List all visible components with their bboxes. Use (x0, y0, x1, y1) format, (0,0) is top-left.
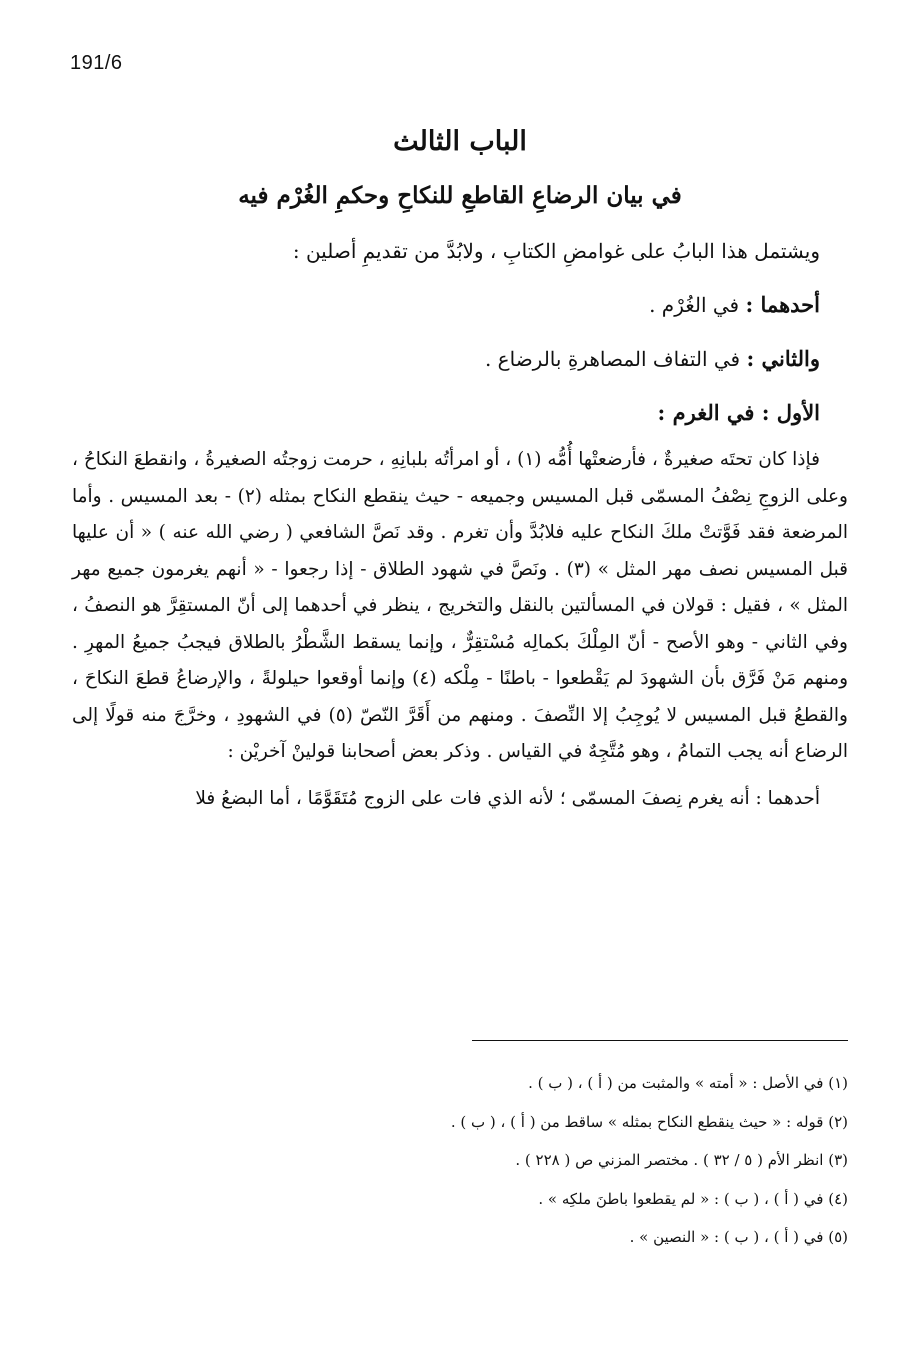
principle-second-text: في التفاف المصاهرةِ بالرضاع . (484, 347, 747, 371)
footnote-divider (472, 1040, 848, 1041)
footnote-5: (٥) في ( أ ) ، ( ب ) : « النصين » . (629, 1228, 848, 1246)
page-number: 191/6 (70, 52, 123, 74)
page-body (72, 120, 848, 817)
footnotes (72, 1064, 848, 1257)
principle-second (72, 339, 848, 379)
chapter-subtitle: في بيان الرضاعِ القاطعِ للنكاحِ وحكمِ الغُرْم فيه (238, 182, 682, 209)
principle-first-text: في الغُرْم . (649, 293, 746, 317)
footnote-2: (٢) قوله : « حيث ينقطع النكاح بمثله » ساقط من ( أ ) ، ( ب ) . (450, 1112, 848, 1131)
intro-paragraph: ويشتمل هذا البابُ على غوامضِ الكتابِ ، ولابُدَّ من تقديمِ أصلين : (292, 239, 820, 263)
principle-first-lead: أحدهما : (745, 292, 820, 317)
principle-first (72, 285, 848, 325)
principle-second-lead: والثاني : (746, 346, 820, 371)
chapter-title: الباب الثالث (393, 126, 527, 157)
footnote-1: (١) في الأصل : « أمته » والمثبت من ( أ ) ، ( ب ) . (528, 1074, 848, 1092)
body-paragraph-main: فإذا كان تحتَه صغيرةٌ ، فأرضعتْها أُمُّه (١) ، أو امرأتُه بلبانِهِ ، حرمت زوجتُه الصغيرةُ ، وانقطعَ النكاحُ ، وعلى الزوجِ نِصْفُ المسمّى قبل المسيس وجميعه - حيث ينقطع النكاح بمثله (٢) - بعد المسيس . وأما المرضعة فقد فَوَّتتْ ملكَ النكاح عليه فلابُدَّ وأن تغرم . وقد نَصَّ الشافعي ( رضي الله عنه ) « أن عليها قبل المسيس نصف مهر المثل » (٣) . ونَصَّ في شهود الطلاق - إذا رجعوا - « أنهم يغرمون جميع مهر المثل » ، فقيل : قولان في المسألتين بالنقل والتخريج ، ينظر في أحدهما إلى أنّ المستقِرَّ هو النصفُ ، وفي الثاني - وهو الأصح - أنّ المِلْكَ بكمالِه مُسْتقِرٌّ ، وإنما يسقط الشَّطْرُ بالطلاق فيجبُ جميعُ المهرِ . ومنهم مَنْ فَرَّق بأن الشهودَ لم يَقْطعوا - باطنًا - مِلْكه (٤) وإنما أوقعوا حيلولةً ، والإرضاعُ قطعَ النكاحَ ، والقطعُ قبل المسيس لا يُوجِبُ إلا النِّصفَ . ومنهم من أَقَرَّ النّصّ (٥) في الشهودِ ، وخرَّجَ منه قولًا إلى الرضاع أنه يجب التمامُ ، وهو مُتَّجِهٌ في القياس . وذكر بعض أصحابنا قولينْ آخريْن : (72, 449, 849, 762)
footnote-3: (٣) انظر الأم ( ٥ / ٣٢ ) . مختصر المزني ص ( ٢٢٨ ) . (515, 1151, 848, 1169)
section-heading: الأول : في الغرم : (657, 400, 820, 425)
body-paragraph-continued: أحدهما : أنه يغرم نِصفَ المسمّى ؛ لأنه الذي فات على الزوج مُتَقَوَّمًا ، أما البضعُ فلا (195, 787, 820, 809)
footnote-4: (٤) في ( أ ) ، ( ب ) : « لم يقطعوا باطنَ ملكِه » . (538, 1189, 848, 1208)
